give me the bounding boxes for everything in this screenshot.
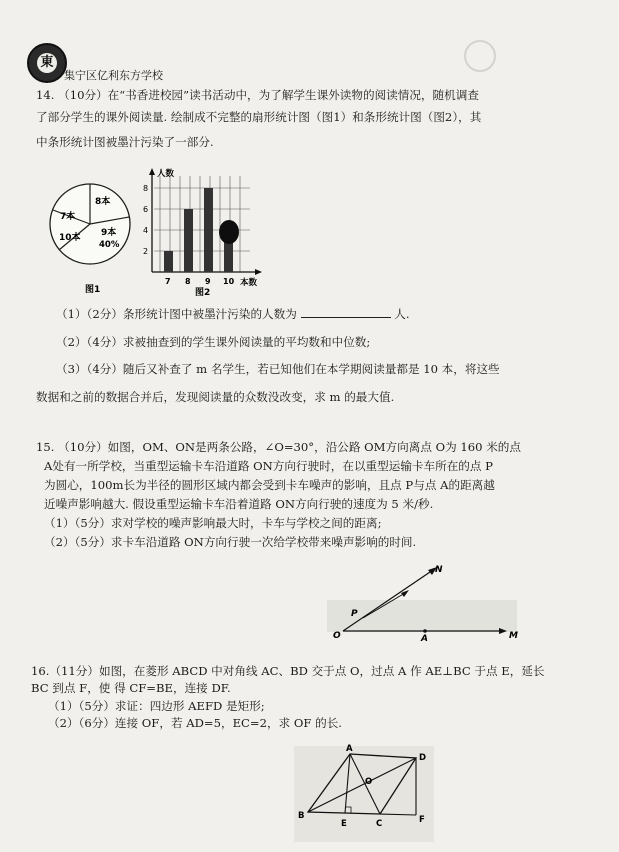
label-d: D	[419, 753, 427, 763]
label-o: O	[333, 631, 341, 641]
y-axis-arrow	[149, 168, 155, 175]
q14-line-3: 中条形统计图被墨汁污染了一部分.	[36, 135, 214, 149]
point-a	[423, 629, 427, 633]
pie-chart-figure-1	[45, 180, 145, 300]
figure-1-caption: 图1	[85, 285, 101, 295]
bar-7	[164, 251, 173, 272]
q14-line-2: 了部分学生的课外阅读量. 绘制成不完整的扇形统计图（图1）和条形统计图（图2），其	[36, 110, 482, 124]
bar-9	[204, 188, 213, 272]
q14-part-1	[56, 306, 410, 322]
x-tick-10: 10	[223, 277, 235, 286]
x-tick-9: 9	[205, 277, 211, 286]
q15-line-2: A处有一所学校，当重型运输卡车沿道路 ON方向行驶时，在以重型运输卡车所在的点 P	[44, 459, 493, 473]
q14-line-1: 14. （10分）在“书香进校园”读书活动中，为了解学生课外读物的阅读情况，随机调查	[36, 88, 479, 102]
q16-part-1: （1）（5分）求证：四边形 AEFD 是矩形;	[48, 699, 265, 713]
x-tick-7: 7	[165, 277, 171, 286]
y-tick-8: 8	[143, 184, 149, 193]
shaded-background	[294, 746, 434, 842]
label-m: M	[509, 631, 518, 641]
x-tick-8: 8	[185, 277, 191, 286]
q15-line-4: 近噪声影响越大. 假设重型运输卡车沿着道路 ON方向行驶的速度为 5 米/秒.	[44, 497, 434, 511]
figure-2-caption: 图2	[195, 288, 211, 298]
label-f: F	[419, 815, 425, 825]
q15-line-3: 为圆心，100m长为半径的圆形区域内都会受到卡车噪声的影响，且点 P与点 A的距离越	[44, 478, 495, 492]
y-tick-4: 4	[143, 226, 149, 235]
x-axis-arrow	[255, 269, 262, 275]
label-a: A	[346, 744, 353, 754]
label-o: O	[365, 777, 373, 787]
pie-label-7: 7本	[60, 212, 76, 222]
q16-line-1: 16.（11分）如图，在菱形 ABCD 中对角线 AC、BD 交于点 O，过点 A 作 AE⊥BC 于点 E，延长	[31, 664, 545, 678]
pie-label-9: 9本	[101, 228, 117, 238]
y-tick-2: 2	[143, 247, 149, 256]
y-tick-6: 6	[143, 205, 149, 214]
label-e: E	[341, 819, 347, 829]
bar-y-label: 人数	[157, 169, 175, 179]
q14-part-1-unit: 人.	[394, 307, 410, 321]
label-c: C	[376, 819, 383, 829]
bar-chart-figure-2	[140, 164, 270, 300]
q14-part-3: （3）（4分）随后又补查了 m 名学生，若已知他们在本学期阅读量都是 10 本，将这些	[56, 362, 500, 376]
school-name: 集宁区亿利东方学校	[64, 69, 163, 82]
ink-blot	[219, 220, 239, 244]
label-a: A	[421, 634, 428, 642]
bar-x-label: 本数	[240, 278, 258, 288]
answer-blank[interactable]	[301, 306, 391, 318]
pie-label-percent: 40%	[99, 240, 120, 250]
bar-8	[184, 209, 193, 272]
label-b: B	[298, 811, 305, 821]
pie-label-8: 8本	[95, 197, 111, 207]
seal-character: 東	[37, 53, 57, 73]
q14-part-1-text: （1）（2分）条形统计图中被墨汁污染的人数为	[56, 307, 297, 321]
q15-part-2: （2）（5分）求卡车沿道路 ON方向行驶一次给学校带来噪声影响的时间.	[44, 535, 417, 549]
label-p: P	[351, 609, 358, 619]
q15-part-1: （1）（5分）求对学校的噪声影响最大时，卡车与学校之间的距离;	[44, 516, 382, 530]
q14-part-2: （2）（4分）求被抽查到的学生课外阅读量的平均数和中位数;	[56, 335, 371, 349]
q14-part-3-cont: 数据和之前的数据合并后，发现阅读量的众数没改变，求 m 的最大值.	[36, 390, 395, 404]
q15-road-figure	[325, 562, 525, 642]
school-seal	[27, 43, 67, 83]
label-n: N	[435, 565, 443, 575]
bleed-through-seal	[460, 36, 500, 76]
q16-rhombus-figure	[290, 740, 440, 848]
q16-part-2: （2）（6分）连接 OF，若 AD=5，EC=2，求 OF 的长.	[48, 716, 342, 730]
q16-line-2: BC 到点 F，使 得 CF=BE，连接 DF.	[31, 681, 231, 695]
q15-line-1: 15. （10分）如图，OM、ON是两条公路，∠O=30°，沿公路 OM方向离点 O为 160 米的点	[36, 440, 521, 454]
pie-label-10: 10本	[59, 233, 81, 243]
